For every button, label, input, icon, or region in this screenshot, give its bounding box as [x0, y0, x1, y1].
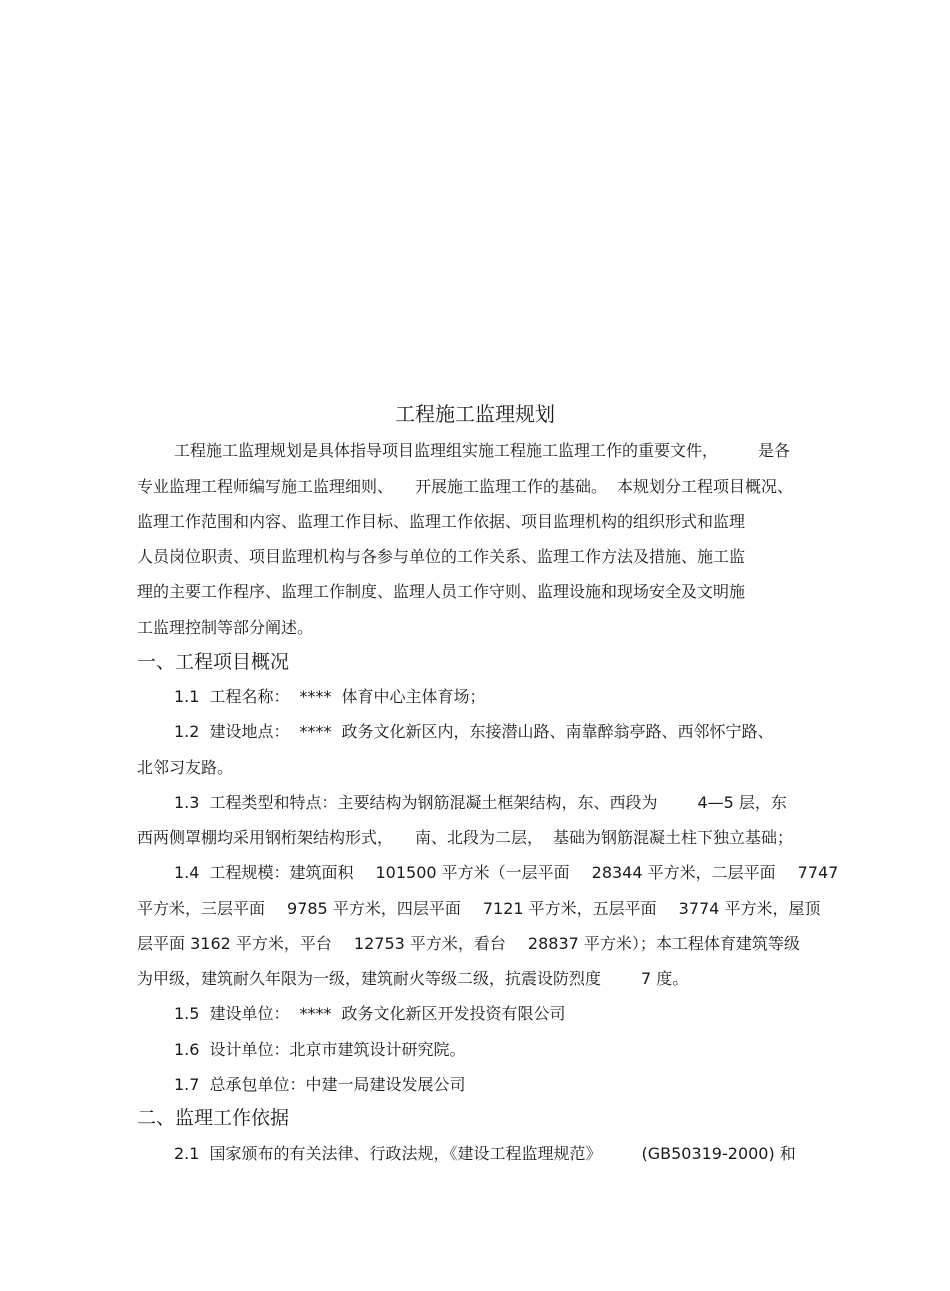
text-segment: 建设单位：: [209, 1004, 290, 1023]
section-heading-2: 二、监理工作依据: [137, 1107, 290, 1129]
text-segment: 平方米，三层平面: [137, 899, 266, 918]
text-segment: 政务文化新区开发投资有限公司: [341, 1004, 566, 1023]
text-segment: 101500 平方米（一层平面: [375, 863, 570, 882]
text-segment: 7121 平方米，五层平面: [482, 899, 657, 918]
intro-line-6: [137, 617, 313, 639]
text-segment: 开展施工监理工作的基础。: [415, 477, 608, 496]
item-number: 1.7: [174, 1075, 200, 1094]
text-segment: 国家颁布的有关法律、行政法规，《建设工程监理规范》: [209, 1144, 602, 1163]
text-segment: 层平面 3162 平方米，平台: [137, 934, 332, 953]
text-segment: 3774 平方米，屋顶: [678, 899, 821, 918]
item-1-4-cont-1: [137, 898, 820, 920]
text-segment: 12753 平方米，看台: [353, 934, 506, 953]
text-segment: 7 度。: [641, 969, 689, 988]
text-segment: 28344 平方米，二层平面: [591, 863, 776, 882]
text-segment: ****: [299, 722, 332, 741]
text-segment: 政务文化新区内，东接潜山路、南靠醉翁亭路、西邻怀宁路、: [341, 722, 774, 741]
document-title: 工程施工监理规划: [395, 402, 555, 426]
text-segment: 监理工作范围和内容、监理工作目标、监理工作依据、项目监理机构的组织形式和监理: [137, 512, 746, 531]
text-segment: 北邻习友路。: [137, 758, 234, 777]
text-segment: 本规划分工程项目概况、: [617, 477, 794, 496]
item-1-3: [174, 792, 787, 814]
intro-line-1: [174, 440, 790, 462]
item-number: 1.1: [174, 687, 200, 706]
text-segment: 西两侧罩棚均采用钢桁架结构形式，: [137, 828, 394, 847]
text-segment: (GB50319-2000) 和: [641, 1144, 796, 1163]
text-segment: 建设地点：: [209, 722, 290, 741]
text-segment: ****: [299, 1004, 332, 1023]
item-number: 1.2: [174, 722, 200, 741]
item-1-7: [174, 1074, 465, 1096]
item-number: 2.1: [174, 1144, 200, 1163]
item-1-5: [174, 1003, 565, 1025]
text-segment: 9785 平方米，四层平面: [287, 899, 461, 918]
text-segment: 工程规模：建筑面积: [209, 863, 354, 882]
text-segment: 理的主要工作程序、监理工作制度、监理人员工作守则、监理设施和现场安全及文明施: [137, 582, 746, 601]
section-heading-1: 一、工程项目概况: [137, 651, 290, 673]
text-segment: 工程名称：: [209, 687, 290, 706]
item-1-3-cont: [137, 827, 793, 849]
item-number: 1.5: [174, 1004, 200, 1023]
text-segment: 基础为钢筋混凝土柱下独立基础；: [553, 828, 794, 847]
item-number: 1.4: [174, 863, 200, 882]
text-segment: 工监理控制等部分阐述。: [137, 618, 314, 637]
item-1-4-cont-3: [137, 968, 688, 990]
text-segment: 专业监理工程师编写施工监理细则、: [137, 477, 394, 496]
text-segment: 设计单位：北京市建筑设计研究院。: [209, 1040, 466, 1059]
item-2-1: [174, 1143, 796, 1165]
intro-line-3: [137, 511, 745, 533]
intro-line-4: [137, 546, 745, 568]
text-segment: 工程类型和特点：主要结构为钢筋混凝土框架结构，东、西段为: [209, 793, 658, 812]
item-1-2: [174, 721, 773, 743]
item-1-1: [174, 686, 485, 708]
item-1-6: [174, 1039, 465, 1061]
text-segment: 工程施工监理规划是具体指导项目监理组实施工程施工监理工作的重要文件，: [174, 441, 719, 460]
text-segment: 为甲级，建筑耐久年限为一级，建筑耐火等级二级，抗震设防烈度: [137, 969, 602, 988]
item-1-4: [174, 862, 838, 884]
text-segment: 4—5 层，东: [697, 793, 787, 812]
item-number: 1.6: [174, 1040, 200, 1059]
text-segment: ****: [299, 687, 332, 706]
text-segment: 南、北段为二层，: [415, 828, 544, 847]
text-segment: 人员岗位职责、项目监理机构与各参与单位的工作关系、监理工作方法及措施、施工监: [137, 547, 746, 566]
item-number: 1.3: [174, 793, 200, 812]
intro-line-2: [137, 476, 793, 498]
text-segment: 总承包单位：中建一局建设发展公司: [209, 1075, 466, 1094]
item-1-4-cont-2: [137, 933, 800, 955]
text-segment: 是各: [758, 441, 791, 460]
text-segment: 体育中心主体育场；: [341, 687, 486, 706]
intro-line-5: [137, 581, 745, 603]
item-1-2-cont: [137, 757, 233, 779]
text-segment: 7747: [797, 863, 839, 882]
text-segment: 28837 平方米）；本工程体育建筑等级: [527, 934, 800, 953]
